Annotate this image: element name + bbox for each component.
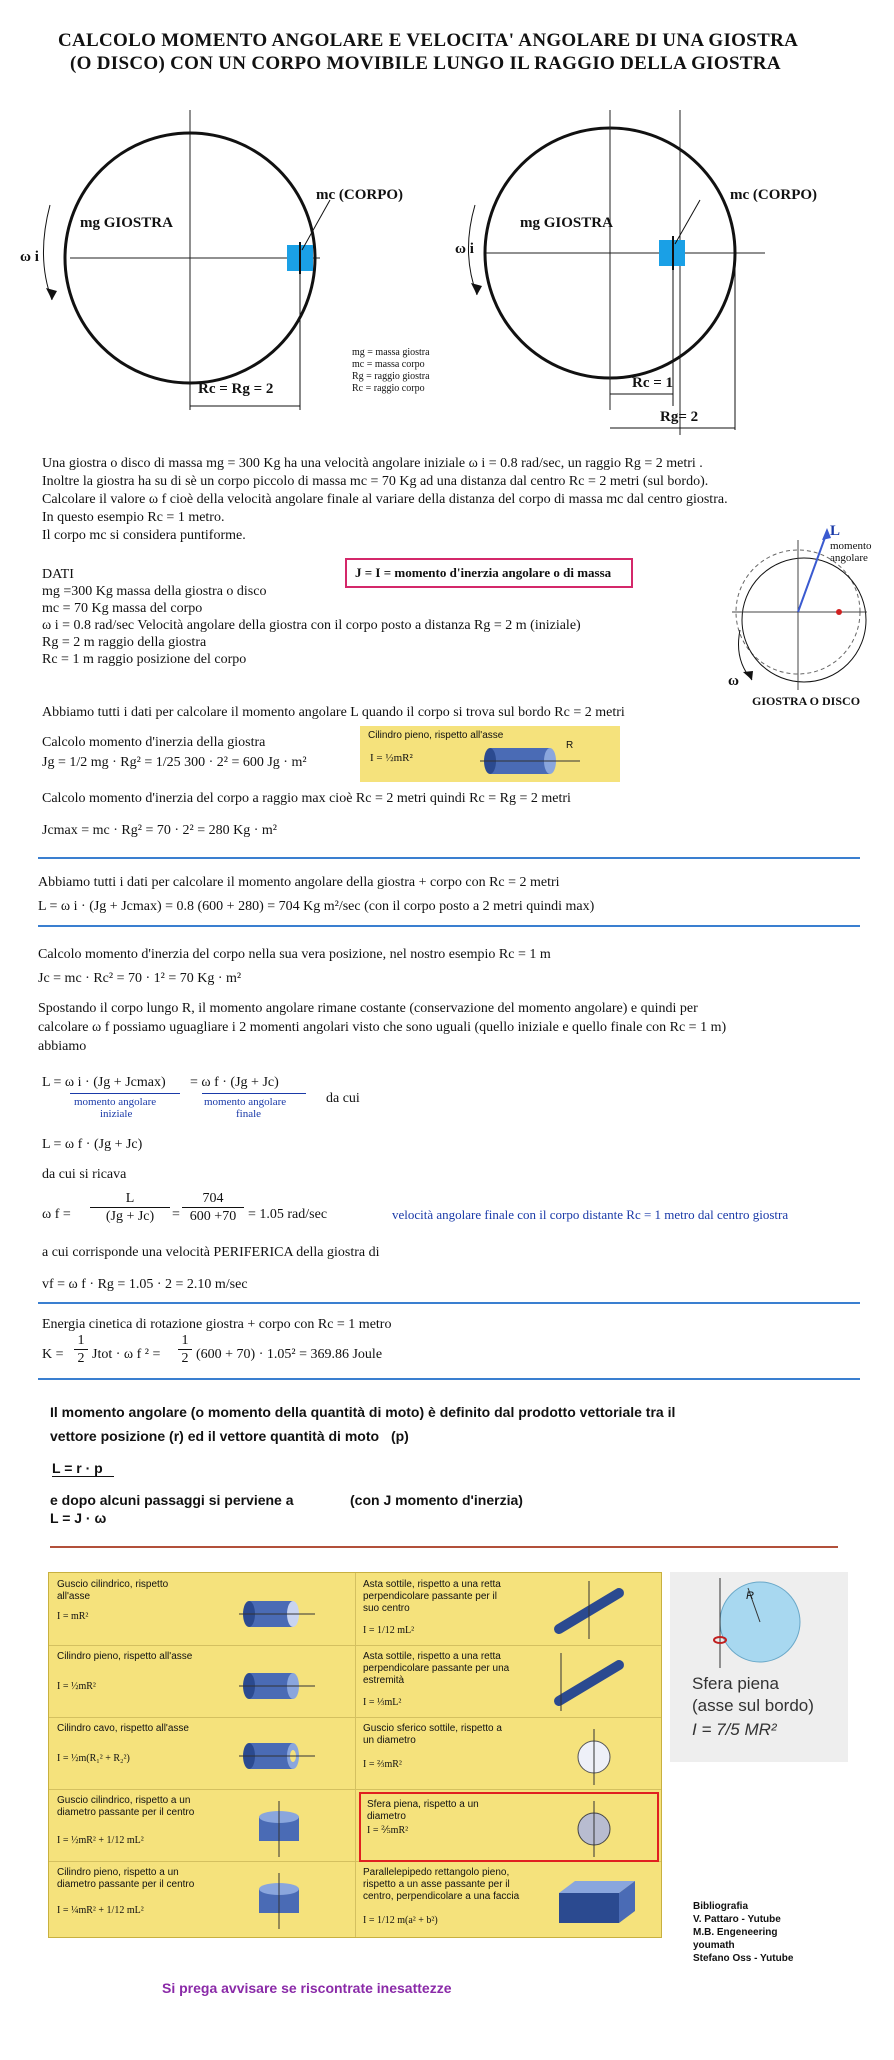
dati-line-1: mg =300 Kg massa della giostra o disco [42,584,267,599]
under-left-1: momento angolare [74,1096,157,1108]
wf-note: velocità angolare finale con il corpo distante Rc = 1 metro dal centro giostra [392,1207,789,1222]
section3-line3: Spostando il corpo lungo R, il momento angolare rimane costante (conservazione del momento angolare) e quindi per [38,1001,698,1016]
wf-eq: = [172,1207,180,1222]
solid-cylinder-diameter-icon [249,1871,309,1931]
table-cell-formula: I = 1/12 m(a² + b²) [363,1915,438,1926]
red-divider [50,1546,838,1548]
solid-sphere-icon [569,1799,619,1859]
eq1-right: = ω f · (Jg + Jc) [190,1075,279,1090]
vf-equation: vf = ω f · Rg = 1.05 · 2 = 2.10 m/sec [42,1277,248,1292]
k-mid: Jtot · ω f ² = [92,1347,161,1362]
table-cell-formula: I = ⅔mR² [363,1759,402,1770]
vector-p: (p) [390,1428,409,1444]
footer-note: Si prega avvisare se riscontrate inesattezze [162,1980,452,1996]
table-cell-title: Guscio cilindrico, rispetto a un diametro passante per il centro [57,1795,195,1818]
sphere-card [670,1572,848,1762]
k-half-num-2: 1 [178,1332,192,1350]
j-definition-text: J = I = momento d'inerzia angolare o di massa [355,565,612,580]
section3-line5: abbiamo [38,1039,87,1054]
hollow-cylinder-icon [239,1733,319,1783]
eq2: L = ω f · (Jg + Jc) [42,1137,143,1152]
section-divider [38,857,860,859]
bibliography-item: M.B. Engeneering [693,1927,778,1938]
wf-frac1 [90,1190,170,1225]
bibliography-heading: Bibliografia [693,1901,749,1912]
page-title-line2: (O DISCO) CON UN CORPO MOVIBILE LUNGO IL RAGGIO DELLA GIOSTRA [70,53,781,74]
periferica-text: a cui corrisponde una velocità PERIFERICA della giostra di [42,1245,380,1260]
section2-line1: Abbiamo tutti i dati per calcolare il momento angolare della giostra + corpo con Rc = 2 metri [38,875,560,890]
sphere-card-subtitle: (asse sul bordo) [692,1696,814,1715]
disc-moment-label-1: momento [830,540,872,552]
wf-result: = 1.05 rad/sec [248,1207,328,1222]
thin-spherical-shell-icon [569,1727,619,1787]
thin-rod-center-icon [549,1581,639,1641]
sphere-r-label: R [746,1590,754,1602]
j-definition-box [345,558,633,588]
bibliography [693,1900,793,1965]
table-cell-formula: I = 1/12 mL² [363,1625,415,1636]
table-cell-title: Cilindro pieno, rispetto a un diametro passante per il centro [57,1867,195,1890]
section3-line4: calcolare ω f possiamo uguagliare i 2 momenti angolari visto che sono uguali (quello iniziale e quello finale con Rc = 1 m) [38,1020,727,1035]
definition-line1: Il momento angolare (o momento della quantità di moto) è definito dal prodotto vettoriale tra il [50,1404,676,1420]
underline-initial [70,1093,180,1094]
table-cell-title: Asta sottile, rispetto a una retta perpendicolare passante per una estremità [363,1651,510,1686]
bibliography-item: Stefano Oss - Yutube [693,1953,794,1964]
dati-line-3: ω i = 0.8 rad/sec Velocità angolare della giostra con il corpo posto a distanza Rg = 2 m (iniziale) [42,618,581,633]
table-cell-title: Guscio sferico sottile, rispetto a un diametro [363,1723,502,1746]
section1-line5: Jcmax = mc · Rg² = 70 · 2² = 280 Kg · m² [42,823,277,838]
right-rc-label: Rc = 1 [632,375,674,391]
definition-underline [52,1476,114,1477]
definition-line3b: (con J momento d'inerzia) [350,1492,523,1508]
section4-line1: Energia cinetica di rotazione giostra + corpo con Rc = 1 metro [42,1317,392,1332]
table-divider [49,1645,661,1646]
sphere-card-title: Sfera piena [692,1674,779,1693]
table-divider [355,1573,356,1937]
table-cell-formula: I = ½m(R₁² + R₂²) [57,1753,130,1764]
underline-final [202,1093,306,1094]
cylinder-shell-diameter-icon [249,1799,309,1859]
intro-line-4: In questo esempio Rc = 1 metro. [42,510,225,525]
k-half-num: 1 [74,1332,88,1350]
table-cell-formula: I = ½mR² [57,1681,96,1692]
legend-item: Rc = raggio corpo [352,383,425,394]
k-half-den-2: 2 [181,1351,189,1366]
eq1-tail: da cui [326,1091,360,1106]
disc-l-label: L [830,523,841,539]
table-cell-formula: I = ⅓mL² [363,1697,402,1708]
legend-item: mc = massa corpo [352,359,425,370]
wf-den2: 600 +70 [189,1209,237,1224]
section-divider [38,925,860,927]
bibliography-item: youmath [693,1940,735,1951]
right-rg-label: Rg= 2 [660,409,699,425]
ricava-text: da cui si ricava [42,1167,127,1182]
table-cell-title: Sfera piena, rispetto a un diametro [367,1799,479,1822]
table-divider [49,1717,661,1718]
wf-den: (Jg + Jc) [105,1209,155,1224]
thin-rod-end-icon [549,1653,639,1713]
disc-moment-label-2: angolare [830,552,868,564]
inertia-table [48,1572,662,1938]
definition-vector-r-text: vettore posizione [50,1428,166,1444]
k-lhs: K = [42,1347,64,1362]
table-cell-title: Cilindro cavo, rispetto all'asse [57,1723,189,1734]
table-cell-formula: I = mR² [57,1611,89,1622]
table-divider [49,1789,661,1790]
left-mc-label: mc (CORPO) [316,187,404,203]
table-cell-title: Asta sottile, rispetto a una retta perpendicolare passante per il suo centro [363,1579,501,1614]
solid-cylinder-icon [239,1665,319,1709]
legend-item: mg = massa giostra [352,347,430,358]
table-cell-formula: I = ⅖mR² [367,1825,409,1836]
wf-lhs: ω f = [42,1207,71,1222]
definition-equation: L = r · p [52,1460,103,1476]
section3-line1: Calcolo momento d'inerzia del corpo nella sua vera posizione, nel nostro esempio Rc = 1 m [38,947,551,962]
dati-heading: DATI [42,567,74,582]
left-omega-label: ω i [20,249,39,265]
table-cell-title: Guscio cilindrico, rispetto all'asse [57,1579,169,1602]
left-rc-label: Rc = Rg = 2 [198,381,274,397]
section-divider [38,1302,860,1304]
under-right-1: momento angolare [204,1096,287,1108]
wf-frac2 [182,1190,244,1225]
table-cell-title: Cilindro pieno, rispetto all'asse [57,1651,193,1662]
k-half-frac [74,1332,88,1367]
dati-line-2: mc = 70 Kg massa del corpo [42,601,203,616]
intro-line-5: Il corpo mc si considera puntiforme. [42,528,246,543]
right-omega-label: ω i [455,241,474,257]
section1-line3: Jg = 1/2 mg · Rg² = 1/25 300 · 2² = 600 Jg · m² [42,755,307,770]
section1-line4: Calcolo momento d'inerzia del corpo a raggio max cioè Rc = 2 metri quindi Rc = Rg = 2 metri [42,791,571,806]
legend [352,347,430,395]
k-half-den: 2 [77,1351,85,1366]
under-left-2: iniziale [100,1108,133,1120]
disc-omega-label: ω [728,673,739,689]
thin-cylinder-shell-icon [239,1593,319,1637]
intro-line-3: Calcolare il valore ω f cioè della velocità angolare finale al variare della distanza del corpo di massa mc dal centro giostra. [42,492,728,507]
definition-vector-p-text: ed il vettore quantità di moto [187,1428,380,1444]
cylinder-formula-card [360,726,620,782]
section1-line2: Calcolo momento d'inerzia della giostra [42,735,266,750]
disc-caption: GIOSTRA O DISCO [752,694,861,708]
under-right-2: finale [236,1108,262,1120]
table-cell-title: Parallelepipedo rettangolo pieno, rispetto a un asse passante per il centro, perpendicolare a una faccia [363,1867,520,1902]
right-merry-go-round-shapes [455,110,775,440]
right-mc-label: mc (CORPO) [730,187,818,203]
cylinder-r-label: R [566,740,574,751]
table-cell-formula: I = ½mR² + 1/12 mL² [57,1835,144,1846]
dati-line-5: Rc = 1 m raggio posizione del corpo [42,652,247,667]
legend-item: Rg = raggio giostra [352,371,430,382]
cylinder-icon [480,740,590,780]
wf-num: L [90,1190,170,1208]
eq1-left: L = ω i · (Jg + Jcmax) [42,1075,166,1090]
k-half-frac-2 [178,1332,192,1367]
bibliography-item: V. Pattaro - Yutube [693,1914,781,1925]
sphere-on-edge-icon [680,1578,830,1668]
section-divider [38,1378,860,1380]
wf-num2: 704 [182,1190,244,1208]
section1-line1: Abbiamo tutti i dati per calcolare il momento angolare L quando il corpo si trova sul bordo Rc = 2 metri [42,705,625,720]
section2-line2: L = ω i · (Jg + Jcmax) = 0.8 (600 + 280) = 704 Kg m²/sec (con il corpo posto a 2 metri quindi max) [38,899,595,914]
right-mg-label: mg GIOSTRA [520,215,613,231]
rectangular-block-icon [549,1871,649,1931]
left-mg-label: mg GIOSTRA [80,215,173,231]
vector-r: (r) [169,1428,184,1444]
section3-line2: Jc = mc · Rc² = 70 · 1² = 70 Kg · m² [38,971,242,986]
cylinder-card-title: Cilindro pieno, rispetto all'asse [368,730,504,741]
page-title-line1: CALCOLO MOMENTO ANGOLARE E VELOCITA' ANGOLARE DI UNA GIOSTRA [58,30,799,51]
dati-line-4: Rg = 2 m raggio della giostra [42,635,207,650]
definition-line3a: e dopo alcuni passaggi si perviene a [50,1492,294,1508]
definition-line2 [50,1428,409,1444]
k-tail: (600 + 70) · 1.05² = 369.86 Joule [196,1347,383,1362]
sphere-card-formula: I = 7/5 MR² [692,1720,777,1739]
table-cell-formula: I = ¼mR² + 1/12 mL² [57,1905,144,1916]
intro-line-2: Inoltre la giostra ha su di sè un corpo piccolo di massa mc = 70 Kg ad una distanza dal centro Rc = 2 metri (sul bordo). [42,474,709,489]
definition-equation-2: L = J · ω [50,1510,107,1526]
cylinder-card-formula: I = ½mR² [370,752,413,764]
intro-line-1: Una giostra o disco di massa mg = 300 Kg ha una velocità angolare iniziale ω i = 0.8 rad/sec, un raggio Rg = 2 metri . [42,456,703,471]
